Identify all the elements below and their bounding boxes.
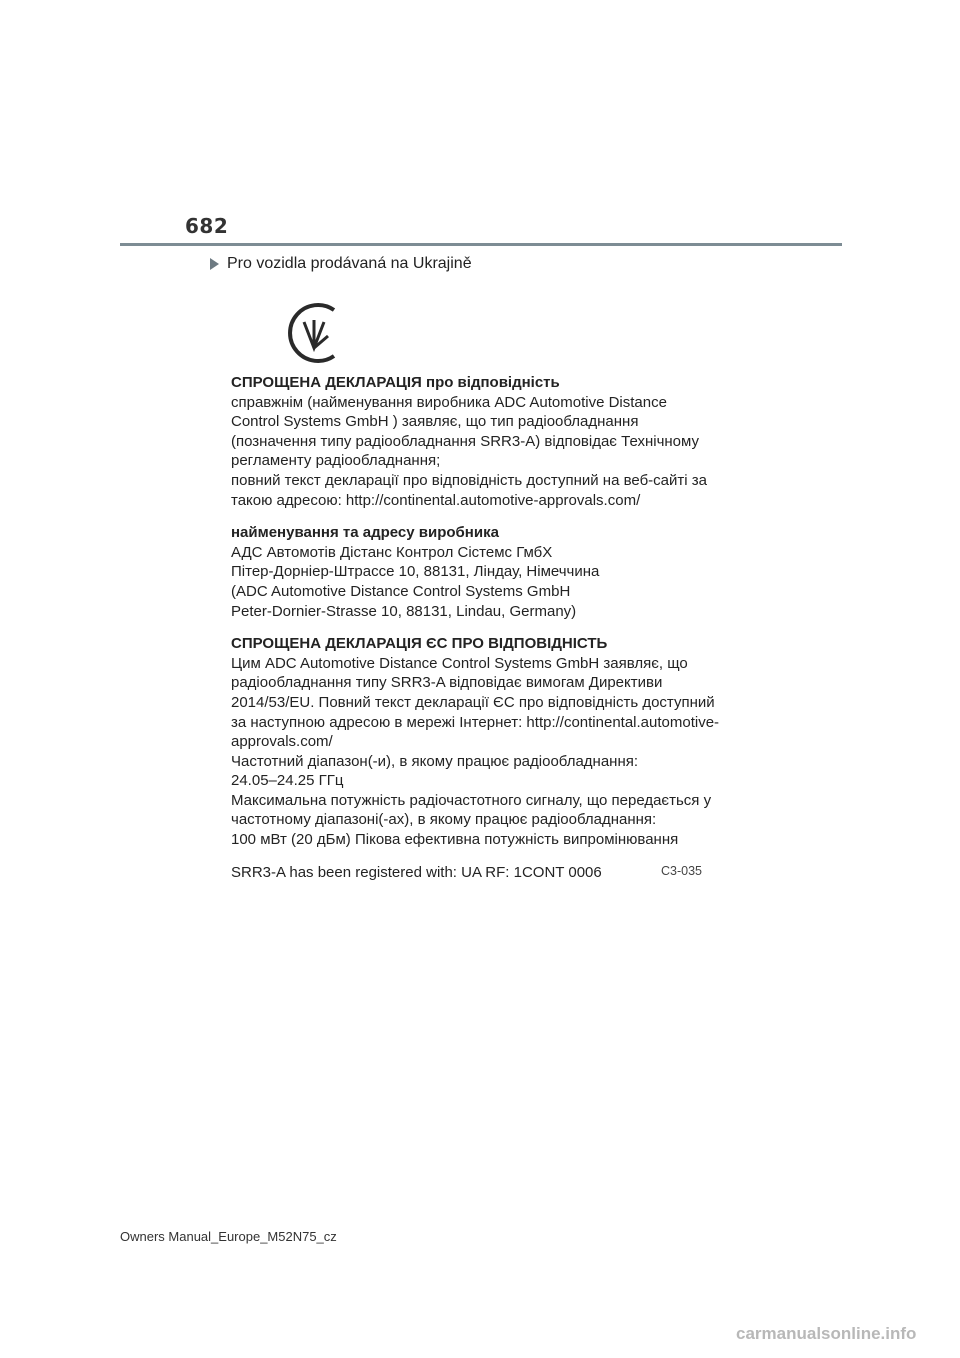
section-heading	[210, 255, 472, 273]
registration-line: SRR3-A has been registered with: UA RF: 1CONT 0006	[231, 863, 602, 881]
text-line: (позначення типу радіообладнання SRR3-A) відповідає Технічному	[231, 432, 700, 450]
text-line: Частотний діапазон(-и), в якому працює радіообладнання:	[231, 752, 639, 770]
text-line: Максимальна потужність радіочастотного сигналу, що передається у	[231, 791, 712, 809]
watermark: carmanualsonline.info	[736, 1324, 917, 1343]
text-line: Пітер-Дорніер-Штрассе 10, 88131, Ліндау, Німеччина	[231, 563, 600, 581]
block-title: СПРОЩЕНА ДЕКЛАРАЦІЯ ЄС ПРО ВІДПОВІДНІСТЬ	[231, 635, 608, 653]
block-title: СПРОЩЕНА ДЕКЛАРАЦІЯ про відповідність	[231, 374, 560, 391]
page-number: 682	[185, 214, 229, 238]
text-line: такою адресою: http://continental.automotive-approvals.com/	[231, 491, 641, 509]
triangle-right-icon	[210, 258, 219, 270]
text-line: 2014/53/EU. Повний текст декларації ЄС про відповідність доступний	[231, 693, 715, 711]
header-divider	[120, 243, 842, 246]
text-line: радіообладнання типу SRR3-A відповідає вимогам Директиви	[231, 674, 663, 692]
footer-document-name: Owners Manual_Europe_M52N75_cz	[120, 1229, 337, 1244]
declaration-text	[231, 373, 731, 882]
text-line: повний текст декларації про відповідність доступний на веб-сайті за	[231, 471, 707, 489]
text-line: за наступною адресою в мережі Інтернет: http://continental.automotive-	[231, 713, 720, 731]
text-line: Цим ADC Automotive Distance Control Systems GmbH заявляє, що	[231, 654, 688, 672]
text-line: 24.05–24.25 ГГц	[231, 772, 344, 790]
figure-code: C3-035	[661, 864, 702, 878]
text-line: частотному діапазоні(-ах), в якому працює радіообладнання:	[231, 811, 657, 829]
simplified-declaration-block	[231, 373, 731, 510]
text-line: справжнім (найменування виробника ADC Automotive Distance	[231, 393, 667, 411]
text-line: Control Systems GmbH ) заявляє, що тип радіообладнання	[231, 413, 639, 431]
text-line: АДС Автомотів Дістанс Контрол Сістемс ГмбХ	[231, 543, 553, 561]
ukrainian-conformity-mark-icon	[284, 302, 344, 364]
block-title: найменування та адресу виробника	[231, 524, 499, 542]
eu-declaration-block	[231, 634, 731, 850]
text-line: 100 мВт (20 дБм) Пікова ефективна потужність випромінювання	[231, 831, 679, 849]
text-line: регламенту радіообладнання;	[231, 452, 441, 470]
manufacturer-block	[231, 523, 731, 621]
section-heading-text: Pro vozidla prodávaná na Ukrajině	[227, 255, 472, 272]
text-line: approvals.com/	[231, 733, 333, 751]
text-line: Peter-Dornier-Strasse 10, 88131, Lindau, Germany)	[231, 602, 577, 620]
text-line: (ADC Automotive Distance Control Systems GmbH	[231, 582, 571, 600]
